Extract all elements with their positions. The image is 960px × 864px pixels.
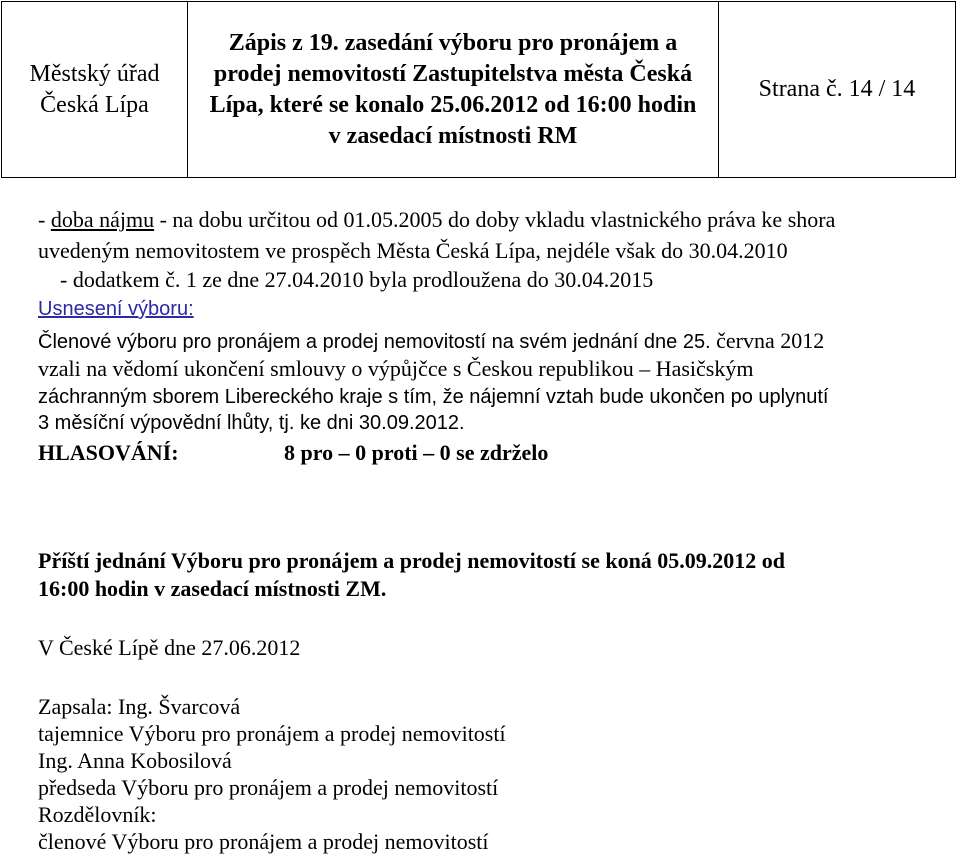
vote-label: HLASOVÁNÍ:: [38, 440, 179, 465]
header-office-cell: [2, 2, 188, 177]
vote-result: 8 pro – 0 proti – 0 se zdrželo: [284, 440, 549, 465]
lease-term-line: [38, 207, 835, 233]
resolution-line-3: záchranným sborem Libereckého kraje s tím, že nájemní vztah bude ukončen po uplynutí: [38, 386, 829, 408]
title-line-3: Lípa, které se konalo 25.06.2012 od 16:00 hodin: [209, 91, 697, 118]
lease-term-line-2: uvedeným nemovitostem ve prospěch Města Česká Lípa, nejdéle však do 30.04.2010: [38, 238, 788, 263]
recorded-by: Zapsala: Ing. Švarcová: [38, 694, 241, 719]
header-page-cell: [719, 2, 955, 177]
next-meeting-line-2: 16:00 hodin v zasedací místnosti ZM.: [38, 576, 387, 601]
office-city: Česká Lípa: [40, 91, 149, 118]
vote-line: [38, 440, 548, 466]
distribution-label: Rozdělovník:: [38, 802, 157, 827]
page-number: Strana č. 14 / 14: [758, 76, 916, 102]
distribution-list: členové Výboru pro pronájem a prodej nemovitostí: [38, 829, 489, 854]
next-meeting-line-1: Příští jednání Výboru pro pronájem a prodej nemovitostí se koná 05.09.2012 od: [38, 548, 786, 573]
resolution-line-4: 3 měsíční výpovědní lhůty, tj. ke dni 30.09.2012.: [38, 412, 465, 434]
header-title-cell: [188, 2, 719, 177]
chair-name: Ing. Anna Kobosilová: [38, 748, 232, 773]
resolution-line-2: vzali na vědomí ukončení smlouvy o výpůjčce s Českou republikou – Hasičským: [38, 356, 754, 381]
resolution-line-1-sans: Členové výboru pro pronájem a prodej nemovitostí na svém jednání dne 25.: [38, 331, 711, 353]
title-line-1: Zápis z 19. zasedání výboru pro pronájem a: [228, 29, 678, 56]
chair-role: předseda Výboru pro pronájem a prodej nemovitostí: [38, 775, 499, 800]
place-and-date: V České Lípě dne 27.06.2012: [38, 635, 301, 660]
recorder-role: tajemnice Výboru pro pronájem a prodej nemovitostí: [38, 721, 506, 746]
dash: -: [38, 207, 51, 232]
office-name: Městský úřad: [29, 60, 160, 87]
title-line-4: v zasedací místnosti RM: [328, 122, 578, 149]
document-header: [1, 1, 956, 178]
amendment-line: - dodatkem č. 1 ze dne 27.04.2010 byla prodloužena do 30.04.2015: [60, 267, 654, 292]
resolution-line-1: [38, 328, 824, 355]
lease-term-label: doba nájmu: [50, 207, 155, 232]
lease-term-text: - na dobu určitou od 01.05.2005 do doby vkladu vlastnického práva ke shora: [154, 207, 836, 232]
title-line-2: prodej nemovitostí Zastupitelstva města Česká: [213, 60, 693, 87]
resolution-line-1-serif: června 2012: [710, 328, 825, 353]
resolution-heading: Usnesení výboru:: [38, 298, 194, 320]
